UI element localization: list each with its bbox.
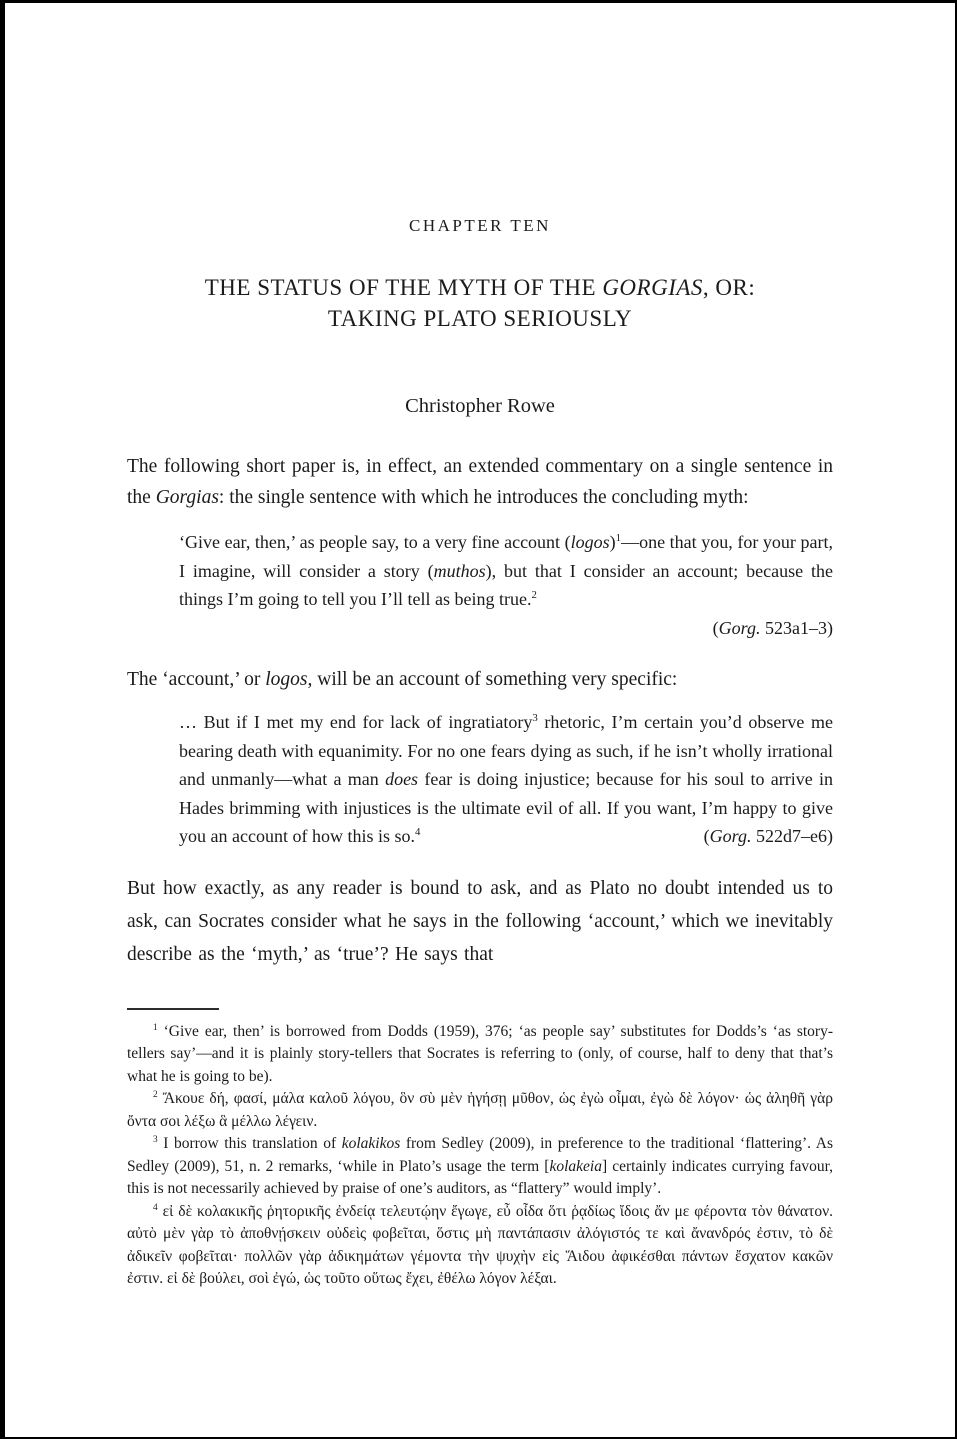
- footnotes-section: [127, 1021, 833, 1291]
- quote-attribution: (Gorg. 522d7–e6): [703, 826, 833, 846]
- paragraph-but-how: But how exactly, as any reader is bound to ask, and as Plato no doubt intended us to ask, can Socrates consider what he says in the following ‘account,’ which we inevitably describe as the ‘myth,’ as ‘true’? He says that: [127, 877, 833, 965]
- footnote-divider: [127, 1008, 219, 1010]
- footnote-3: $^3$ I borrow this translation of kolakikos from Sedley (2009), in preference to the traditional ‘flattering’. As Sedley (2009), 51, n. 2 remarks, ‘while in Plato’s usage the term [kolakeia] certainly indicates currying favour, this is not necessarily achieved by praise of one’s auditors, as “flattery” would imply’.: [127, 1134, 833, 1197]
- footnote-1: $^1$ ‘Give ear, then’ is borrowed from Dodds (1959), 376; ‘as people say’ substitutes for Dodds’s ‘as story-tellers say’—and it is plainly story-tellers that Socrates is referring to (only, of course, half to deny that that’s what he is going to be).: [127, 1022, 833, 1085]
- quote-text: ‘Give ear, then,’ as people say, to a very fine account (logos)$^1$—one that you, for your part, I imagine, will consider a story (muthos), but that I consider an account; because the things I’m going to tell you I’ll tell as being true.$^2$: [179, 532, 833, 609]
- author-name: Christopher Rowe: [405, 395, 555, 417]
- chapter-title-line1: THE STATUS OF THE MYTH OF THE GORGIAS, OR:: [204, 275, 756, 300]
- blockquote-gorgias-523a: [179, 528, 833, 642]
- paragraph-account: The ‘account,’ or logos, will be an account of something very specific:: [127, 669, 678, 690]
- chapter-title-line2: TAKING PLATO SERIOUSLY: [327, 306, 633, 331]
- blockquote-gorgias-522d: [179, 708, 833, 851]
- footnote-4-greek: $^4$ εἰ δὲ κολακικῆς ῥητορικῆς ἐνδείᾳ τελευτῴην ἔγωγε, εὖ οἶδα ὅτι ῥᾳδίως ἴδοις ἄν με φέροντα τὸν θάνατον. αὐτὸ μὲν γὰρ τὸ ἀποθνῄσκειν οὐδεὶς φοβεῖται, ὅστις μὴ παντάπασιν ἀλόγιστός τε καὶ ἄνανδρός ἐστιν, τὸ δὲ ἀδικεῖν φοβεῖται· πολλῶν γὰρ ἀδικημάτων γέμοντα τὴν ψυχὴν εἰς Ἅιδου ἀφικέσθαι πάντων ἔσχατον κακῶν ἐστιν. εἰ δὲ βούλει, σοὶ ἐγώ, ὡς τοῦτο οὕτως ἔχει, ἐθέλω λόγον λέξαι.: [127, 1202, 833, 1287]
- chapter-label: CHAPTER TEN: [409, 216, 551, 235]
- page-content: [5, 3, 955, 1291]
- paragraph-intro: The following short paper is, in effect, an extended commentary on a single sentence in the Gorgias: the single sentence with which he introduces the concluding myth:: [127, 456, 833, 508]
- quote-text: … But if I met my end for lack of ingratiatory$^3$ rhetoric, I’m certain you’d observe me bearing death with equanimity. For no one fears dying as such, if he isn’t wholly irrational and unmanly—what a man does fear is doing injustice; because for his soul to arrive in Hades brimming with injustices is the ultimate evil of all. If you want, I’m happy to give you an account of how this is so.$^4$: [179, 712, 833, 846]
- footnote-2-greek: $^2$ Ἄκουε δή, φασί, μάλα καλοῦ λόγου, ὃν σὺ μὲν ἡγήσῃ μῦθον, ὡς ἐγὼ οἶμαι, ἐγὼ δὲ λόγον· ὡς ἀληθῆ γὰρ ὄντα σοι λέξω ἃ μέλλω λέγειν.: [127, 1089, 833, 1130]
- chapter-title: [127, 272, 833, 334]
- quote-attribution: (Gorg. 523a1–3): [712, 617, 833, 638]
